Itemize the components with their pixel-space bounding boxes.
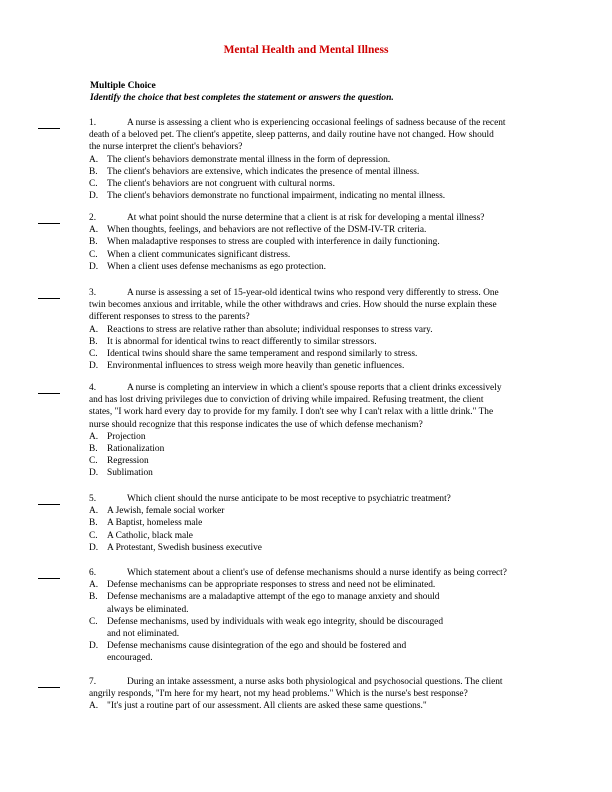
- choice-text: Defense mechanisms can be appropriate responses to stress and need not be eliminated.: [107, 580, 436, 591]
- choice-letter: A.: [89, 701, 99, 712]
- question-stem-text: states, "I work hard every day to provide for my family. I don't see why I can't relax with a little drink." The: [89, 407, 494, 418]
- question-number: 4.: [89, 383, 97, 393]
- question-stem-line: [89, 212, 547, 224]
- answer-blank[interactable]: [38, 393, 60, 394]
- answer-blank[interactable]: [38, 298, 60, 299]
- question-number: 7.: [89, 677, 97, 687]
- question-stem-text: Which statement about a client's use of defense mechanisms should a nurse identify as being correct?: [127, 568, 507, 578]
- choice-letter: A.: [89, 225, 99, 236]
- answer-choice: [89, 431, 547, 443]
- choice-text: Identical twins should share the same temperament and respond similarly to stress.: [107, 349, 418, 359]
- answer-choice: [89, 166, 547, 178]
- answer-choice: [89, 360, 547, 372]
- answer-choice: [89, 249, 547, 261]
- question-number: 1.: [89, 118, 97, 128]
- question-stem-line: [89, 394, 547, 406]
- choice-text: It is abnormal for identical twins to react differently to similar stressors.: [107, 336, 377, 347]
- choice-letter: B.: [89, 518, 98, 529]
- answer-blank[interactable]: [38, 223, 60, 224]
- choice-text: Rationalization: [107, 444, 165, 454]
- answer-choice: [89, 542, 547, 554]
- answer-blank[interactable]: [38, 578, 60, 579]
- choice-text: A Catholic, black male: [107, 530, 193, 541]
- answer-choice: [89, 236, 547, 248]
- question-stem-line: [89, 688, 547, 700]
- choice-text: encouraged.: [107, 653, 153, 664]
- question-stem-line: [89, 299, 547, 311]
- answer-choice: [89, 455, 547, 467]
- answer-choice-continuation: [107, 652, 547, 664]
- choice-text: The client's behaviors demonstrate no functional impairment, indicating no mental illness.: [107, 191, 446, 202]
- choice-text: Defense mechanisms cause disintegration of the ego and should be fostered and: [107, 641, 407, 652]
- choice-letter: C.: [89, 456, 98, 467]
- choice-text: When a client communicates significant distress.: [107, 249, 291, 260]
- choice-letter: D.: [89, 468, 99, 479]
- question-stem-text: Which client should the nurse anticipate to be most receptive to psychiatric treatment?: [127, 494, 451, 504]
- question-stem-line: [89, 406, 547, 418]
- choice-letter: C.: [89, 530, 98, 541]
- answer-choice: [89, 261, 547, 273]
- question-stem-line: [89, 141, 547, 153]
- choice-text: When a client uses defense mechanisms as ego protection.: [107, 261, 326, 272]
- choice-text: The client's behaviors are not congruent with cultural norms.: [107, 179, 335, 189]
- choice-letter: B.: [89, 166, 98, 177]
- choice-letter: C.: [89, 179, 98, 189]
- question-stem-text: During an intake assessment, a nurse asks both physiological and psychosocial questions. The client: [127, 677, 503, 687]
- question-stem-line: [89, 382, 547, 394]
- answer-choice: [89, 616, 547, 628]
- answer-choice: [89, 467, 547, 479]
- answer-blank[interactable]: [38, 128, 60, 129]
- question-stem-text: and has lost driving privileges due to conviction of driving while impaired. Refusing treatment, the client: [89, 395, 484, 406]
- question-stem-text: A nurse is assessing a set of 15-year-old identical twins who respond very differently to stress. One: [127, 288, 499, 298]
- answer-choice: [89, 324, 547, 336]
- answer-choice-continuation: [107, 604, 547, 616]
- section-title: Multiple Choice: [90, 80, 156, 91]
- question-stem-text: different responses to stress to the parents?: [89, 312, 250, 323]
- document-title: Mental Health and Mental Illness: [223, 44, 389, 56]
- question-stem-line: [89, 567, 547, 579]
- question-number: 5.: [89, 494, 97, 504]
- answer-choice: [89, 517, 547, 529]
- question-stem-line: [89, 676, 547, 688]
- choice-text: always be eliminated.: [107, 604, 189, 615]
- choice-letter: A.: [89, 580, 99, 591]
- question-stem-line: [89, 311, 547, 323]
- answer-choice: [89, 154, 547, 166]
- answer-choice: [89, 443, 547, 455]
- question-stem-text: the nurse interpret the client's behaviors?: [89, 142, 243, 153]
- choice-text: Sublimation: [107, 468, 153, 479]
- question-stem-text: A nurse is completing an interview in which a client's spouse reports that a client drinks excessively: [127, 383, 502, 393]
- choice-text: The client's behaviors demonstrate mental illness in the form of depression.: [107, 154, 391, 165]
- question-stem-line: [89, 117, 547, 129]
- answer-choice: [89, 348, 547, 360]
- answer-choice: [89, 178, 547, 190]
- answer-choice: [89, 190, 547, 202]
- choice-letter: D.: [89, 641, 99, 652]
- question-stem-text: twin becomes anxious and irritable, while the other withdraws and cries. How should the nurse explain these: [89, 300, 497, 311]
- choice-letter: C.: [89, 249, 98, 260]
- answer-choice: [89, 224, 547, 236]
- choice-text: Reactions to stress are relative rather than absolute; individual responses to stress vary.: [107, 324, 433, 335]
- choice-letter: D.: [89, 361, 99, 372]
- answer-choice: [89, 530, 547, 542]
- answer-choice: [89, 640, 547, 652]
- choice-letter: A.: [89, 431, 99, 442]
- choice-text: The client's behaviors are extensive, which indicates the presence of mental illness.: [107, 166, 420, 177]
- choice-letter: A.: [89, 506, 99, 517]
- answer-choice: [89, 591, 547, 603]
- answer-choice: [89, 505, 547, 517]
- choice-letter: B.: [89, 444, 98, 454]
- question-stem-text: At what point should the nurse determine that a client is at risk for developing a mental illness?: [127, 213, 485, 223]
- choice-letter: C.: [89, 349, 98, 359]
- choice-letter: D.: [89, 261, 99, 272]
- question-number: 2.: [89, 213, 97, 223]
- choice-text: A Baptist, homeless male: [107, 518, 203, 529]
- answer-choice: [89, 579, 547, 591]
- choice-letter: A.: [89, 324, 99, 335]
- choice-letter: B.: [89, 592, 98, 603]
- choice-letter: D.: [89, 191, 99, 202]
- question-stem-text: nurse should recognize that this response indicates the use of which defense mechanism?: [89, 419, 423, 430]
- choice-text: Environmental influences to stress weigh more heavily than genetic influences.: [107, 361, 405, 372]
- section-instructions: Identify the choice that best completes the statement or answers the question.: [90, 92, 394, 103]
- choice-text: Regression: [107, 456, 149, 467]
- question-number: 6.: [89, 568, 97, 578]
- choice-text: Defense mechanisms are a maladaptive attempt of the ego to manage anxiety and should: [107, 592, 440, 603]
- choice-text: When maladaptive responses to stress are coupled with interference in daily functioning.: [107, 237, 440, 248]
- choice-letter: D.: [89, 542, 99, 553]
- question-stem-text: death of a beloved pet. The client's appetite, sleep patterns, and daily routine have not changed. How should: [89, 130, 494, 141]
- choice-letter: C.: [89, 616, 98, 627]
- choice-letter: B.: [89, 336, 98, 347]
- question-stem-line: [89, 129, 547, 141]
- question-stem-line: [89, 419, 547, 431]
- question-number: 3.: [89, 288, 97, 298]
- question-stem-line: [89, 493, 547, 505]
- answer-choice-continuation: [107, 628, 547, 640]
- choice-text: and not eliminated.: [107, 629, 180, 639]
- choice-letter: A.: [89, 154, 99, 165]
- choice-text: Projection: [107, 431, 146, 442]
- answer-blank[interactable]: [38, 687, 60, 688]
- choice-text: Defense mechanisms, used by individuals with weak ego integrity, should be discouraged: [107, 616, 444, 627]
- answer-choice: [89, 336, 547, 348]
- answer-choice: [89, 700, 547, 712]
- choice-text: A Jewish, female social worker: [107, 506, 225, 517]
- choice-text: A Protestant, Swedish business executive: [107, 542, 262, 553]
- question-stem-text: angrily responds, "I'm here for my heart, not my head problems." Which is the nurse's best response?: [89, 689, 468, 700]
- answer-blank[interactable]: [38, 504, 60, 505]
- choice-letter: B.: [89, 237, 98, 248]
- question-stem-line: [89, 287, 547, 299]
- question-stem-text: A nurse is assessing a client who is experiencing occasional feelings of sadness because of the recent: [127, 118, 506, 128]
- choice-text: When thoughts, feelings, and behaviors are not reflective of the DSM-IV-TR criteria.: [107, 225, 427, 236]
- choice-text: "It's just a routine part of our assessment. All clients are asked these same questions.": [107, 701, 427, 712]
